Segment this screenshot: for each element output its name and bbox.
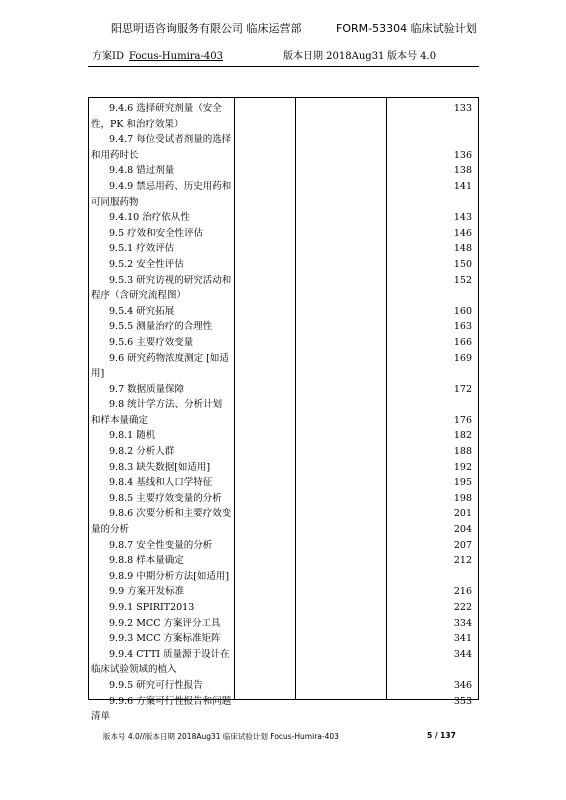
toc-entry-page: 346 (453, 679, 472, 691)
toc-entry (89, 397, 478, 428)
toc-entry-page: 341 (453, 633, 472, 645)
toc-entry-title-line2: 和用药时长 (91, 149, 139, 161)
toc-entry-page: 150 (453, 258, 472, 270)
toc-entry-title (89, 506, 232, 537)
toc-entry-title-line1: 9.9.5 研究可行性报告 (109, 679, 203, 691)
toc-entry-title-line1: 9.5.2 安全性评估 (109, 258, 184, 270)
toc-entry-title (89, 226, 232, 242)
toc-entry-title (89, 678, 232, 694)
toc-entry-page: 201 (453, 508, 472, 520)
toc-entry (89, 538, 478, 554)
toc-entry (89, 569, 478, 585)
toc-entry (89, 584, 478, 600)
toc-entry-title-line1: 9.8.9 中期分析方法[如适用] (109, 570, 230, 582)
protocol-id-value: Focus-Humira-403 (128, 51, 223, 62)
toc-entry-title-line1: 9.5.3 研究访视的研究活动和 (109, 274, 232, 286)
toc-entry-title-line1: 9.4.8 错过剂量 (109, 165, 175, 177)
toc-entry (89, 475, 478, 491)
toc-entry (89, 226, 478, 242)
toc-entry (89, 444, 478, 460)
toc-entry-page: 146 (453, 227, 472, 239)
toc-entry (89, 351, 478, 382)
toc-entry-title (89, 241, 232, 257)
toc-entry-title (89, 101, 232, 132)
toc-entry-page: 143 (453, 212, 472, 224)
toc-entry-page: 334 (453, 617, 472, 629)
toc-entry-page: 198 (453, 492, 472, 504)
toc-entry (89, 132, 478, 163)
version-date: 版本日期 2018Aug31 (283, 51, 385, 62)
toc-entry (89, 179, 478, 210)
toc-entry (89, 631, 478, 647)
toc-entry (89, 506, 478, 537)
toc-entry-title-line2: 程序（含研究流程图） (91, 290, 187, 302)
toc-entry-title-line1: 9.9.3 MCC 方案标准矩阵 (109, 633, 221, 645)
toc-entry (89, 210, 478, 226)
toc-entry (89, 257, 478, 273)
toc-entry (89, 491, 478, 507)
toc-entry-title (89, 584, 232, 600)
toc-entry-page: 166 (453, 336, 472, 348)
toc-entry-title-line1: 9.5.5 测量治疗的合理性 (109, 321, 213, 333)
toc-entry-page: 148 (453, 243, 472, 255)
version-number: 版本号 4.0 (387, 51, 437, 62)
toc-entry-title (89, 304, 232, 320)
toc-entry-title-line2: 可同服药物 (91, 196, 139, 208)
toc-entry-title-line1: 9.8.2 分析人群 (109, 446, 175, 458)
toc-entry (89, 319, 478, 335)
toc-entry (89, 460, 478, 476)
toc-entry-page: 176 (453, 414, 472, 426)
company-name: 阳思明语咨询服务有限公司 临床运营部 (111, 22, 302, 35)
toc-entry-title-line1: 9.8.8 样本量确定 (109, 555, 184, 567)
toc-entry-title-line1: 9.9.2 MCC 方案评分工具 (109, 617, 221, 629)
toc-entry-page: 133 (453, 103, 472, 114)
toc-entry-title (89, 538, 232, 554)
toc-entry-title-line1: 9.8 统计学方法、分析计划 (109, 399, 223, 411)
toc-entry-page: 207 (453, 539, 472, 551)
toc-entry (89, 428, 478, 444)
toc-entry-title (89, 132, 232, 163)
page-footer (0, 731, 566, 745)
toc-entry-page: 160 (453, 305, 472, 317)
toc-entry-title-line1: 9.8.6 次要分析和主要疗效变 (109, 508, 232, 520)
toc-entry (89, 694, 478, 725)
toc-entry-title-line1: 9.9.4 CTTI 质量源于设计在 (109, 648, 230, 660)
toc-entry (89, 553, 478, 569)
page-number: 5 / 137 (427, 731, 456, 740)
toc-entry-title-line1: 9.5.6 主要疗效变量 (109, 336, 194, 348)
toc-entry (89, 101, 478, 132)
toc-entry-page: 169 (453, 352, 472, 364)
toc-entry-title (89, 460, 232, 476)
toc-entry (89, 304, 478, 320)
toc-entry-page: 353 (453, 695, 472, 707)
toc-entry-page: 152 (453, 274, 472, 286)
toc-entry-title (89, 600, 232, 616)
toc-entry (89, 335, 478, 351)
toc-entry (89, 273, 478, 304)
toc-rows (89, 101, 478, 725)
toc-entry-page: 216 (453, 586, 472, 598)
toc-entry (89, 241, 478, 257)
toc-table (88, 97, 479, 723)
toc-entry-title-line1: 9.4.9 禁忌用药、历史用药和 (109, 180, 232, 192)
toc-entry-title-line1: 9.9.1 SPIRIT2013 (109, 602, 195, 613)
toc-entry-page: 212 (453, 555, 472, 567)
toc-entry (89, 163, 478, 179)
toc-entry-page: 138 (453, 165, 472, 177)
footer-text: 版本号 4.0//版本日期 2018Aug31 临床试验计划 Focus-Humira-403 (103, 732, 339, 741)
toc-entry-title-line1: 9.7 数据质量保障 (109, 383, 185, 395)
toc-entry-page: 188 (453, 446, 472, 458)
toc-entry (89, 678, 478, 694)
toc-entry-title-line1: 9.8.4 基线和人口学特征 (109, 477, 213, 489)
toc-entry-title (89, 694, 232, 725)
toc-entry-title (89, 335, 232, 351)
toc-entry-title (89, 179, 232, 210)
toc-entry-title-line1: 9.9 方案开发标准 (109, 586, 185, 598)
toc-entry-title (89, 397, 232, 428)
toc-entry-title (89, 428, 232, 444)
toc-entry-page: 192 (453, 461, 472, 473)
toc-entry-title-line2: 用] (91, 368, 105, 380)
toc-entry-page: 182 (453, 430, 472, 442)
protocol-id-label: 方案ID (92, 51, 124, 62)
toc-entry-title (89, 444, 232, 460)
toc-entry-title-line2: 和样本量确定 (91, 414, 149, 426)
toc-entry-title (89, 257, 232, 273)
toc-entry-title-line1: 9.8.3 缺失数据[如适用] (109, 461, 211, 473)
toc-entry-title (89, 351, 232, 382)
protocol-id (92, 47, 223, 62)
toc-entry-title-line1: 9.5.4 研究拓展 (109, 305, 175, 317)
toc-entry-title (89, 273, 232, 304)
toc-entry-page: 222 (453, 602, 472, 613)
toc-entry-page: 141 (453, 180, 472, 192)
toc-entry-title (89, 319, 232, 335)
toc-entry-title-line1: 9.8.5 主要疗效变量的分析 (109, 492, 222, 504)
toc-entry-title (89, 631, 232, 647)
toc-entry-page: 344 (453, 648, 472, 660)
toc-entry (89, 616, 478, 632)
toc-entry-page-2: 204 (453, 524, 472, 536)
header-line-1 (0, 20, 566, 38)
toc-entry-title (89, 647, 232, 678)
header-rule (88, 66, 479, 67)
toc-entry-title (89, 210, 232, 226)
toc-entry-title-line1: 9.6 研究药物浓度测定 [如适 (109, 352, 229, 364)
toc-entry-page: 195 (453, 477, 472, 489)
toc-entry-title-line1: 9.4.10 治疗依从性 (109, 212, 190, 224)
toc-entry-page: 136 (453, 149, 472, 161)
toc-entry (89, 382, 478, 398)
toc-entry-title-line2: 临床试验领域的植入 (91, 664, 177, 676)
toc-entry-title (89, 569, 232, 585)
toc-entry-title-line2: 量的分析 (91, 524, 130, 536)
toc-entry-title (89, 163, 232, 179)
toc-entry-title (89, 382, 232, 398)
toc-entry-page: 172 (453, 383, 472, 395)
toc-entry (89, 647, 478, 678)
toc-entry-title-line1: 9.5.1 疗效评估 (109, 243, 175, 255)
toc-entry-title (89, 491, 232, 507)
toc-entry-title (89, 616, 232, 632)
toc-entry-title-line2: 清单 (91, 711, 111, 723)
header-line-2 (0, 47, 566, 65)
form-title: FORM-53304 临床试验计划 (336, 22, 477, 35)
toc-entry-title-line1: 9.8.1 随机 (109, 430, 156, 442)
toc-entry-title (89, 475, 232, 491)
toc-entry-title-line1: 9.4.6 选择研究剂量（安全 (109, 103, 222, 114)
toc-entry-title-line1: 9.4.7 每位受试者剂量的选择 (109, 134, 232, 146)
toc-entry-page: 163 (453, 321, 472, 333)
toc-entry-title-line1: 9.9.6 方案可行性报告和问题 (109, 695, 232, 707)
toc-entry-title-line1: 9.8.7 安全性变量的分析 (109, 539, 213, 551)
toc-entry-title (89, 553, 232, 569)
toc-entry-title-line2: 性，PK 和治疗效果） (91, 118, 184, 130)
toc-entry-title-line1: 9.5 疗效和安全性评估 (109, 227, 204, 239)
toc-entry (89, 600, 478, 616)
